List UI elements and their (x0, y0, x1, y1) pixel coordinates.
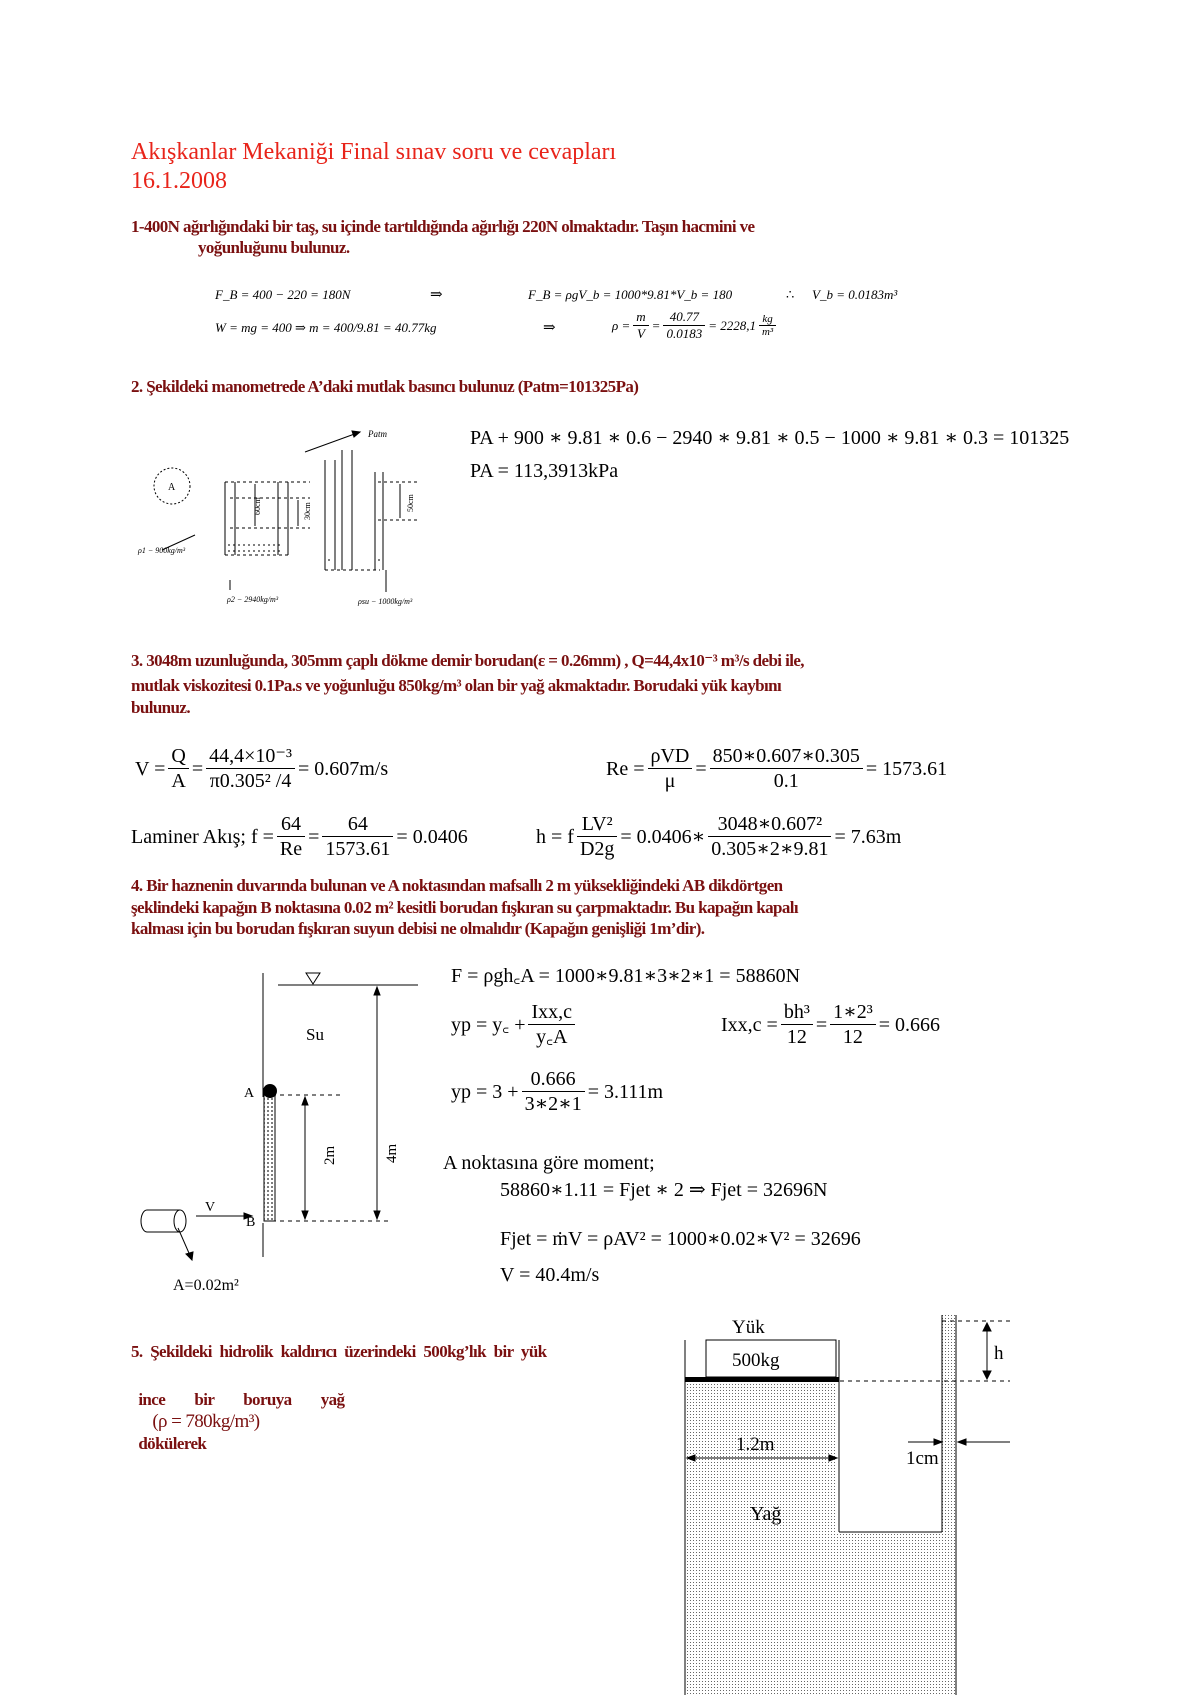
q3-text-line1: 3. 3048m uzunluğunda, 305mm çaplı dökme demir borudan(ε = 0.26mm) , Q=44,4x10⁻³ m³/s debi ile, (131, 651, 804, 670)
q4-yp-lhs: yp = y꜀ + (451, 1013, 526, 1036)
q1-text-line2: yoğunluğunu bulunuz. (198, 238, 350, 257)
q3-re-lhs: Re = (606, 757, 645, 780)
q3-f-num: 64 (277, 812, 305, 837)
q3-h-result: = 7.63m (834, 825, 902, 848)
q2-fig-60cm: 60cm (253, 497, 262, 515)
q3-h-num2: 3048∗0.607² (708, 812, 831, 837)
q3-text-line3: bulunuz. (131, 698, 190, 717)
q5-text-line2-b: (ρ = 780kg/m³) (152, 1411, 260, 1432)
q4-eq-jet-force: Fjet = ṁV = ρAV² = 1000∗0.02∗V² = 32696 (500, 1228, 861, 1250)
q3-f-lhs: Laminer Akış; f = (131, 825, 274, 848)
q2-fig-50cm: 50cm (406, 494, 415, 512)
q5-text-line1: 5. Şekildeki hidrolik kaldırıcı üzerindeki 500kg’lık bir yük (131, 1342, 547, 1361)
q2-fig-rho3: ρsu − 1000kg/m³ (358, 597, 413, 606)
q1-rho-unit-num: kg (759, 313, 776, 326)
q1-eq-mass: W = mg = 400 ⇒ m = 400/9.81 = 40.77kg (215, 320, 437, 335)
q1-rho-den1: V (636, 326, 645, 341)
q4-ixx-result: = 0.666 (878, 1013, 940, 1036)
q1-arrow-1: ⇒ (430, 287, 443, 303)
q3-eq-headloss (536, 812, 901, 861)
q3-f-den2: 1573.61 (325, 838, 391, 860)
q4-gate (264, 1093, 275, 1221)
q5-fig-yuk: Yük (732, 1317, 765, 1338)
q4-fig-su: Su (306, 1025, 324, 1044)
q2-fig-30cm: 30cm (303, 502, 312, 520)
q4-fig-b: B (246, 1215, 256, 1230)
q4-yp2-result: = 3.111m (587, 1080, 664, 1103)
q4-eq-inertia: Ixx,c = $\frac{\text{bh³}}{12}$ = $\frac{\text{1∗2³}}{12}$ = 0.666 (721, 1001, 940, 1048)
q3-re-result: = 1573.61 (865, 757, 948, 780)
q3-re-den: μ (664, 770, 676, 792)
q3-re-num2: 850∗0.607∗0.305 (710, 744, 863, 769)
q5-text-line2-a: ince bir boruya yağ (138, 1390, 345, 1409)
q1-rho-den2: 0.0183 (666, 326, 703, 341)
q4-ixx-den: 12 (786, 1026, 807, 1048)
q4-ixx-lhs: Ixx,c = (721, 1013, 778, 1036)
q4-fig-v: V (205, 1200, 216, 1215)
q4-ixx-num: bh³ (781, 1000, 813, 1025)
q4-gate-figure (130, 965, 430, 1295)
q1-rho-unit-den: m³ (761, 326, 774, 338)
q2-text: 2. Şekildeki manometrede A’daki mutlak basıncı bulunuz (Patm=101325Pa) (131, 377, 639, 396)
q1-text-line1: 1-400N ağırlığındaki bir taş, su içinde tartıldığında ağırlığı 220N olmaktadır. Taşın hacmini ve (131, 217, 755, 236)
q4-text-line3: kalması için bu borudan fışkıran suyun debisi ne olmalıdır (Kapağın genişliği 1m’dir). (131, 919, 705, 938)
page-date: 16.1.2008 (131, 168, 227, 194)
q4-ixx-den2: 12 (842, 1026, 863, 1048)
q2-fig-patm: Patm (368, 429, 387, 439)
q3-re-num: ρVD (648, 744, 693, 769)
q2-eq-pressure-balance: PA + 900 ∗ 9.81 ∗ 0.6 − 2940 ∗ 9.81 ∗ 0.5 − 1000 ∗ 9.81 ∗ 0.3 = 101325 (470, 427, 1070, 449)
q4-fig-4m: 4m (384, 1143, 400, 1163)
q3-h-den: D2g (579, 838, 615, 860)
q5-fig-1-2m: 1.2m (736, 1434, 775, 1455)
page-title: Akışkanlar Mekaniği Final sınav soru ve cevapları (131, 139, 617, 165)
q4-text-line1: 4. Bir haznenin duvarında bulunan ve A noktasından mafsallı 2 m yüksekliğindeki AB dikdörtgen (131, 876, 783, 895)
q5-fig-h: h (994, 1343, 1004, 1364)
q4-eq-yp-value (451, 1067, 663, 1116)
q4-eq-force: F = ρgh꜀A = 1000∗9.81∗3∗2∗1 = 58860N (451, 965, 801, 987)
q3-v-den: A (171, 770, 186, 792)
q3-v-den2: π0.305² /4 (209, 770, 292, 792)
q3-f-den: Re (279, 838, 303, 860)
q1-eq-volume: V_b = 0.0183m³ (812, 287, 898, 302)
q3-v-lhs: V = (135, 757, 166, 780)
q3-f-result: = 0.0406 (396, 825, 468, 848)
q2-manometer-figure (130, 420, 460, 615)
q2-eq-result: PA = 113,3913kPa (470, 460, 619, 482)
q1-eq-fb: F_B = ρgV_b = 1000*9.81*V_b = 180 (528, 287, 733, 302)
q3-eq-reynolds: Re = $\frac{\text{ρVD}}{\mu}$ = $\frac{850∗0.607∗0.305}{0.1}$ = 1573.61 (606, 745, 948, 792)
q3-h-num: LV² (577, 812, 617, 837)
q1-rho-lhs: ρ = (612, 317, 631, 333)
q5-text-line2-c: dökülerek (138, 1434, 207, 1453)
q5-text-line2 (131, 1367, 344, 1455)
q1-therefore: ∴ (786, 287, 795, 302)
q4-moment-title: A noktasına göre moment; (443, 1152, 655, 1174)
q1-arrow-2: ⇒ (543, 320, 556, 336)
q3-v-result: = 0.607m/s (297, 757, 389, 780)
q3-v-num2: 44,4×10⁻³ (206, 744, 295, 769)
q4-eq-velocity: V = 40.4m/s (500, 1264, 600, 1286)
q4-yp-num: Ixx,c (528, 1000, 575, 1025)
q1-eq-density: ρ = $\frac{m}{V}$ = $\frac{40.77}{0.0183}$ = 2228,1 $\frac{kg}{\text{m³}}$ (612, 309, 779, 342)
q4-hinge-a (263, 1084, 277, 1098)
q1-rho-num2: 40.77 (663, 309, 705, 326)
q5-piston (685, 1377, 839, 1382)
q4-fig-a: A (244, 1086, 255, 1101)
q4-ixx-num2: 1∗2³ (830, 1000, 876, 1025)
q3-text-line2: mutlak viskozitesi 0.1Pa.s ve yoğunluğu 850kg/m³ olan bir yağ akmaktadır. Borudaki yük kaybını (131, 676, 782, 695)
q4-fig-2m: 2m (322, 1145, 338, 1165)
q2-fig-rho2: ρ2 − 2940kg/m³ (227, 595, 279, 604)
q1-rho-result: = 2228,1 (708, 317, 756, 333)
q4-yp2-lhs: yp = 3 + (451, 1080, 519, 1103)
q5-fig-yag: Yağ (750, 1503, 782, 1525)
q3-eq-velocity: V = $\frac{Q}{A}$ = $\frac{\text{44,4×10⁻³}}{\text{π0.305² /4}}$ = 0.607m/s (135, 745, 389, 792)
q4-eq-yp (451, 1000, 578, 1049)
q4-eq-moment: 58860∗1.11 = Fjet ∗ 2 ⇒ Fjet = 32696N (500, 1179, 828, 1201)
q4-fig-area: A=0.02m² (173, 1277, 239, 1294)
q2-fig-a: A (168, 482, 176, 493)
q4-text-line2: şeklindeki kapağın B noktasına 0.02 m² kesitli borudan fışkıran su çarpmaktadır. Bu kapağın kapalı (131, 898, 798, 917)
q3-eq-friction: Laminer Akış; f = $\frac{64}{Re}$ = $\frac{64}{1573.61}$ = 0.0406 (131, 813, 468, 860)
q3-h-den2: 0.305∗2∗9.81 (711, 838, 829, 860)
q4-yp2-num: 0.666 (522, 1067, 585, 1092)
q3-h-mid: = 0.0406∗ (620, 825, 706, 848)
q3-re-den2: 0.1 (773, 770, 799, 792)
q5-hydraulic-lift-figure (680, 1305, 1015, 1695)
q4-yp-den: y꜀A (536, 1026, 568, 1048)
q5-fig-load: 500kg (732, 1350, 780, 1371)
q3-v-num: Q (168, 744, 188, 769)
q2-fig-rho1: ρ1 − 900kg/m³ (138, 546, 186, 555)
q5-fig-1cm: 1cm (906, 1448, 939, 1469)
q1-rho-num1: m (633, 309, 648, 326)
q3-h-lhs: h = f (536, 825, 574, 848)
q4-yp2-den: 3∗2∗1 (524, 1093, 582, 1115)
q3-f-num2: 64 (322, 812, 393, 837)
q1-eq-buoyancy: F_B = 400 − 220 = 180N (215, 287, 351, 302)
